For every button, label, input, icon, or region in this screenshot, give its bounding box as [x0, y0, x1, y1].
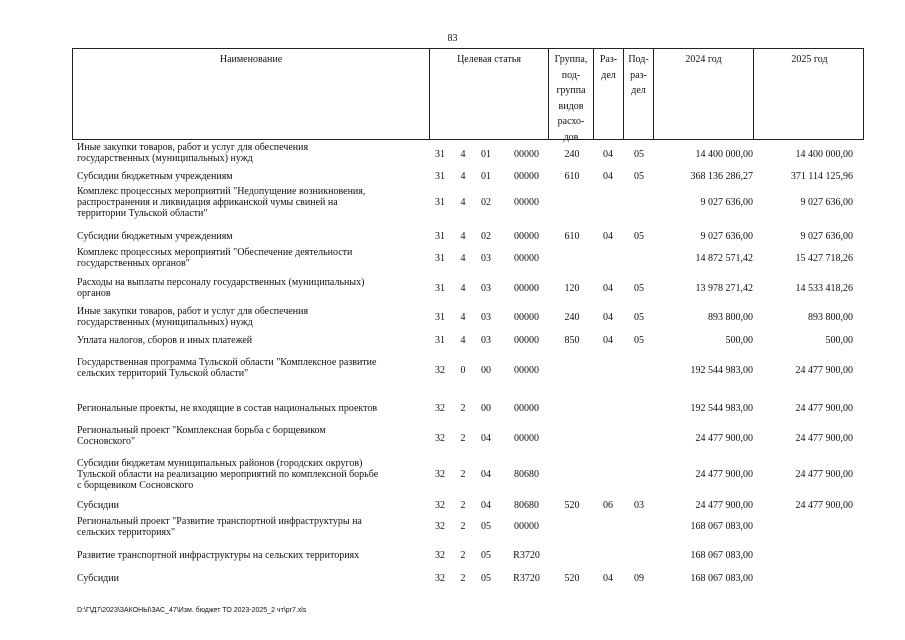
- cell-c3: 02: [481, 231, 491, 242]
- cell-c4: R3720: [513, 550, 540, 561]
- cell-v2024: 192 544 983,00: [690, 403, 753, 414]
- cell-c1: 32: [435, 500, 445, 511]
- page-number: 83: [447, 33, 458, 44]
- cell-c2: 4: [460, 283, 466, 294]
- cell-v2025: 9 027 636,00: [800, 197, 853, 208]
- cell-c5: 520: [564, 573, 580, 584]
- cell-v2024: 13 978 271,42: [695, 283, 753, 294]
- cell-v2024: 14 872 571,42: [695, 253, 753, 264]
- cell-v2024: 500,00: [725, 335, 753, 346]
- cell-v2025: 15 427 718,26: [795, 253, 853, 264]
- cell-v2024: 24 477 900,00: [695, 433, 753, 444]
- cell-v2024: 9 027 636,00: [700, 231, 753, 242]
- cell-c3: 04: [481, 469, 491, 480]
- cell-c4: R3720: [513, 573, 540, 584]
- cell-c4: 00000: [514, 197, 539, 208]
- cell-c5: 850: [564, 335, 580, 346]
- cell-c3: 01: [481, 149, 491, 160]
- row-name: Субсидии: [77, 573, 119, 584]
- row-name: Субсидии бюджетным учреждениям: [77, 171, 233, 182]
- cell-v2025: 24 477 900,00: [795, 403, 853, 414]
- row-name: Комплекс процессных мероприятий "Обеспечение деятельности государственных органов": [77, 247, 353, 269]
- row-name: Расходы на выплаты персоналу государственных (муниципальных) органов: [77, 277, 365, 299]
- header-razdel: Раз- дел: [594, 49, 624, 139]
- cell-c2: 2: [460, 500, 466, 511]
- cell-c6: 04: [603, 573, 613, 584]
- cell-c1: 32: [435, 573, 445, 584]
- cell-v2024: 192 544 983,00: [690, 365, 753, 376]
- cell-c4: 80680: [514, 469, 539, 480]
- row-name: Развитие транспортной инфраструктуры на сельских территориях: [77, 550, 360, 561]
- cell-c1: 31: [435, 312, 445, 323]
- cell-c1: 31: [435, 231, 445, 242]
- cell-c7: 05: [634, 171, 644, 182]
- cell-c3: 00: [481, 365, 491, 376]
- cell-c5: 610: [564, 231, 580, 242]
- cell-v2024: 368 136 286,27: [690, 171, 753, 182]
- cell-c1: 31: [435, 149, 445, 160]
- cell-v2024: 893 800,00: [708, 312, 753, 323]
- cell-c5: 120: [564, 283, 580, 294]
- cell-v2025: 24 477 900,00: [795, 433, 853, 444]
- cell-c7: 09: [634, 573, 644, 584]
- cell-c3: 00: [481, 403, 491, 414]
- cell-v2024: 24 477 900,00: [695, 469, 753, 480]
- cell-v2024: 9 027 636,00: [700, 197, 753, 208]
- cell-v2025: 893 800,00: [808, 312, 853, 323]
- cell-c2: 4: [460, 231, 466, 242]
- cell-v2025: 24 477 900,00: [795, 469, 853, 480]
- cell-c6: 04: [603, 312, 613, 323]
- cell-c2: 4: [460, 149, 466, 160]
- cell-c5: 520: [564, 500, 580, 511]
- header-name: Наименование: [73, 49, 430, 139]
- cell-v2024: 168 067 083,00: [690, 550, 753, 561]
- cell-c4: 00000: [514, 312, 539, 323]
- cell-c2: 2: [460, 469, 466, 480]
- header-2025: 2025 год: [791, 54, 828, 65]
- cell-c7: 03: [634, 500, 644, 511]
- cell-c2: 4: [460, 253, 466, 264]
- cell-c7: 05: [634, 312, 644, 323]
- cell-c5: 610: [564, 171, 580, 182]
- cell-c3: 05: [481, 550, 491, 561]
- cell-c2: 2: [460, 403, 466, 414]
- cell-c2: 0: [460, 365, 466, 376]
- cell-c2: 4: [460, 312, 466, 323]
- header-podrazdel: Под- раз- дел: [624, 49, 654, 139]
- header-target: Целевая статья: [430, 49, 549, 139]
- cell-v2025: 371 114 125,96: [790, 171, 853, 182]
- cell-c3: 03: [481, 283, 491, 294]
- cell-c6: 04: [603, 283, 613, 294]
- cell-c7: 05: [634, 335, 644, 346]
- cell-c2: 2: [460, 573, 466, 584]
- cell-c1: 31: [435, 253, 445, 264]
- cell-c6: 04: [603, 149, 613, 160]
- cell-c4: 00000: [514, 521, 539, 532]
- row-name: Региональные проекты, не входящие в состав национальных проектов: [77, 403, 378, 414]
- cell-v2024: 14 400 000,00: [695, 149, 753, 160]
- cell-c4: 00000: [514, 433, 539, 444]
- cell-c4: 00000: [514, 253, 539, 264]
- cell-c1: 32: [435, 365, 445, 376]
- cell-c3: 03: [481, 312, 491, 323]
- cell-c1: 32: [435, 433, 445, 444]
- cell-c3: 05: [481, 573, 491, 584]
- cell-c1: 32: [435, 469, 445, 480]
- cell-c2: 4: [460, 171, 466, 182]
- cell-c3: 02: [481, 197, 491, 208]
- cell-v2025: 9 027 636,00: [800, 231, 853, 242]
- cell-c4: 00000: [514, 283, 539, 294]
- cell-v2024: 168 067 083,00: [690, 521, 753, 532]
- cell-c6: 06: [603, 500, 613, 511]
- cell-c1: 31: [435, 335, 445, 346]
- cell-c3: 04: [481, 433, 491, 444]
- row-name: Государственная программа Тульской области "Комплексное развитие сельских территорий Тульской области": [77, 357, 377, 379]
- cell-c1: 32: [435, 521, 445, 532]
- cell-c7: 05: [634, 231, 644, 242]
- row-name: Региональный проект "Комплексная борьба с борщевиком Сосновского": [77, 425, 326, 447]
- row-name: Уплата налогов, сборов и иных платежей: [77, 335, 253, 346]
- header-group: Группа, под- группа видов расхо- дов: [549, 49, 594, 139]
- row-name: Региональный проект "Развитие транспортной инфраструктуры на сельских территориях": [77, 516, 362, 538]
- row-name: Субсидии: [77, 500, 119, 511]
- cell-c7: 05: [634, 149, 644, 160]
- cell-c2: 2: [460, 550, 466, 561]
- header-2024: 2024 год: [654, 49, 754, 139]
- cell-c4: 00000: [514, 403, 539, 414]
- cell-v2025: 500,00: [825, 335, 853, 346]
- cell-c3: 03: [481, 335, 491, 346]
- cell-c4: 00000: [514, 365, 539, 376]
- cell-c4: 80680: [514, 500, 539, 511]
- table-header: [72, 48, 864, 143]
- cell-c4: 00000: [514, 335, 539, 346]
- cell-c1: 31: [435, 171, 445, 182]
- row-name: Иные закупки товаров, работ и услуг для обеспечения государственных (муниципальных) нужд: [77, 306, 309, 328]
- row-name: Субсидии бюджетам муниципальных районов (городских округов) Тульской области на реализацию мероприятий по комплексной борьбе с борщевиком Сосновского: [77, 458, 379, 491]
- cell-c1: 31: [435, 283, 445, 294]
- cell-c4: 00000: [514, 149, 539, 160]
- cell-c3: 04: [481, 500, 491, 511]
- cell-c2: 4: [460, 335, 466, 346]
- file-path: D:\Г\Д7\2023\ЗАКОНЫ\ЗАС_47\Изм. бюджет ТО 2023-2025_2 чт\pr7.xls: [77, 607, 307, 614]
- cell-c4: 00000: [514, 231, 539, 242]
- row-name: Субсидии бюджетным учреждениям: [77, 231, 233, 242]
- cell-c2: 2: [460, 521, 466, 532]
- cell-v2024: 168 067 083,00: [690, 573, 753, 584]
- cell-c6: 04: [603, 171, 613, 182]
- cell-v2025: 24 477 900,00: [795, 500, 853, 511]
- row-name: Комплекс процессных мероприятий "Недопущение возникновения, распространения и ликвидация африканской чумы свиней на территории Тульской области": [77, 186, 366, 219]
- cell-c3: 03: [481, 253, 491, 264]
- cell-v2025: 14 533 418,26: [795, 283, 853, 294]
- cell-v2025: 14 400 000,00: [795, 149, 853, 160]
- row-name: Иные закупки товаров, работ и услуг для обеспечения государственных (муниципальных) нужд: [77, 142, 309, 164]
- cell-v2025: 24 477 900,00: [795, 365, 853, 376]
- cell-c3: 05: [481, 521, 491, 532]
- cell-c7: 05: [634, 283, 644, 294]
- cell-c5: 240: [564, 149, 580, 160]
- cell-c4: 00000: [514, 171, 539, 182]
- cell-c5: 240: [564, 312, 580, 323]
- cell-c2: 2: [460, 433, 466, 444]
- cell-c2: 4: [460, 197, 466, 208]
- cell-c3: 01: [481, 171, 491, 182]
- cell-c1: 31: [435, 197, 445, 208]
- cell-c6: 04: [603, 231, 613, 242]
- cell-c1: 32: [435, 403, 445, 414]
- cell-c6: 04: [603, 335, 613, 346]
- cell-c1: 32: [435, 550, 445, 561]
- cell-v2024: 24 477 900,00: [695, 500, 753, 511]
